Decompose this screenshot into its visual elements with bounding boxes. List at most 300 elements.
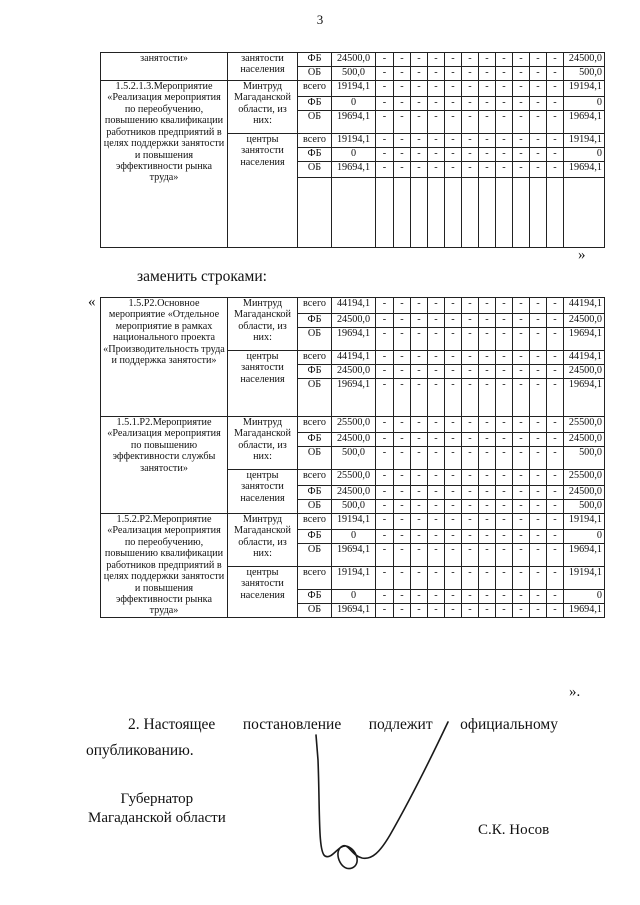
dash-cell: - [428,351,445,365]
dash-cell: - [411,417,428,433]
dash-cell: - [547,567,564,590]
dash-cell: - [445,379,462,417]
source-cell: ОБ [298,500,332,514]
value-cell: 19694,1 [332,603,376,617]
dash-cell: - [428,111,445,134]
dash-cell: - [496,567,513,590]
dash-cell: - [445,603,462,617]
dash-cell: - [428,447,445,470]
value-cell: 500,0 [332,67,376,81]
source-cell: ОБ [298,67,332,81]
dash-cell: - [376,298,394,314]
dash-cell: - [462,53,479,67]
dash-cell: - [479,447,496,470]
dash-cell: - [496,470,513,486]
dash-cell: - [376,53,394,67]
total-cell: 24500,0 [564,365,605,379]
dash-cell: - [394,148,411,162]
dash-cell: - [530,81,547,97]
measure-cell: занятости» [101,53,228,81]
dash-cell: - [394,417,411,433]
dash-cell: - [445,351,462,365]
closing-quote-period: ». [569,684,581,700]
dash-cell: - [479,162,496,178]
dash-cell: - [394,365,411,379]
dash-cell: - [376,447,394,470]
dash-cell: - [547,81,564,97]
source-cell: ОБ [298,544,332,567]
dash-cell: - [411,111,428,134]
dash-cell: - [376,111,394,134]
dash-cell: - [411,567,428,590]
total-cell: 25500,0 [564,417,605,433]
dash-cell: - [496,486,513,500]
dash-cell: - [547,298,564,314]
dash-cell: - [530,500,547,514]
dash-cell: - [479,148,496,162]
dash-cell: - [547,111,564,134]
executor-cell: центры занятости населения [228,470,298,514]
dash-cell: - [462,470,479,486]
dash-cell: - [496,379,513,417]
dash-cell: - [479,589,496,603]
value-cell: 24500,0 [332,365,376,379]
dash-cell: - [513,567,530,590]
executor-cell: занятости населения [228,53,298,81]
dash-cell: - [462,589,479,603]
dash-cell: - [428,589,445,603]
total-cell: 19694,1 [564,162,605,178]
paragraph-word: подлежит [368,716,433,733]
dash-cell: - [462,162,479,178]
dash-cell: - [547,544,564,567]
dash-cell: - [530,53,547,67]
signer-title-line: Магаданской области [88,810,226,827]
source-cell: ОБ [298,328,332,351]
dash-cell: - [428,433,445,447]
source-cell: всего [298,81,332,97]
value-cell: 24500,0 [332,53,376,67]
signer-title-line: Губернатор [120,791,194,807]
executor-cell: центры занятости населения [228,567,298,618]
empty-cell [376,178,394,248]
total-cell: 25500,0 [564,470,605,486]
dash-cell: - [445,544,462,567]
dash-cell: - [530,314,547,328]
total-cell: 19194,1 [564,514,605,530]
dash-cell: - [411,447,428,470]
value-cell: 19194,1 [332,81,376,97]
dash-cell: - [376,134,394,148]
empty-cell [530,178,547,248]
paragraph-word: 2. Настоящее [128,716,216,733]
dash-cell: - [530,514,547,530]
dash-cell: - [547,67,564,81]
dash-cell: - [496,314,513,328]
dash-cell: - [547,603,564,617]
dash-cell: - [445,447,462,470]
measure-cell: 1.5.Р2.Основное мероприятие «Отдельное мероприятие в рамках национального проекта «Производительность труда и поддержка занятости» [101,298,228,417]
source-cell: ФБ [298,314,332,328]
total-cell: 24500,0 [564,314,605,328]
dash-cell: - [445,148,462,162]
total-cell: 0 [564,148,605,162]
dash-cell: - [445,589,462,603]
dash-cell: - [496,544,513,567]
dash-cell: - [496,589,513,603]
program-table-original [100,52,605,248]
dash-cell: - [445,67,462,81]
dash-cell: - [428,81,445,97]
dash-cell: - [547,351,564,365]
dash-cell: - [428,486,445,500]
dash-cell: - [530,567,547,590]
dash-cell: - [394,514,411,530]
empty-cell [462,178,479,248]
dash-cell: - [411,298,428,314]
total-cell: 500,0 [564,447,605,470]
dash-cell: - [394,162,411,178]
dash-cell: - [411,148,428,162]
dash-cell: - [445,567,462,590]
dash-cell: - [513,365,530,379]
dash-cell: - [376,97,394,111]
dash-cell: - [394,67,411,81]
dash-cell: - [394,328,411,351]
source-cell: ФБ [298,97,332,111]
dash-cell: - [462,500,479,514]
dash-cell: - [513,500,530,514]
total-cell: 0 [564,97,605,111]
dash-cell: - [530,148,547,162]
dash-cell: - [547,447,564,470]
empty-cell [547,178,564,248]
dash-cell: - [513,514,530,530]
dash-cell: - [428,530,445,544]
dash-cell: - [547,486,564,500]
dash-cell: - [462,111,479,134]
total-cell: 19694,1 [564,111,605,134]
source-cell: ОБ [298,447,332,470]
dash-cell: - [496,603,513,617]
dash-cell: - [376,514,394,530]
signer-name: С.К. Носов [478,822,550,838]
dash-cell: - [411,379,428,417]
dash-cell: - [445,486,462,500]
dash-cell: - [462,67,479,81]
executor-cell: центры занятости населения [228,134,298,248]
dash-cell: - [530,486,547,500]
dash-cell: - [394,589,411,603]
dash-cell: - [479,603,496,617]
dash-cell: - [513,162,530,178]
dash-cell: - [445,500,462,514]
dash-cell: - [394,314,411,328]
source-cell: всего [298,567,332,590]
executor-cell: Минтруд Магаданской области, из них: [228,417,298,470]
dash-cell: - [530,111,547,134]
empty-cell [394,178,411,248]
closing-quote: » [578,247,586,263]
dash-cell: - [513,530,530,544]
total-cell: 0 [564,530,605,544]
dash-cell: - [445,530,462,544]
value-cell: 24500,0 [332,486,376,500]
dash-cell: - [479,470,496,486]
dash-cell: - [513,97,530,111]
table-row [101,514,605,530]
dash-cell: - [462,417,479,433]
dash-cell: - [513,447,530,470]
dash-cell: - [530,365,547,379]
dash-cell: - [376,81,394,97]
dash-cell: - [428,365,445,379]
dash-cell: - [547,500,564,514]
empty-cell [479,178,496,248]
dash-cell: - [411,162,428,178]
dash-cell: - [411,328,428,351]
replace-instruction: заменить строками: [137,268,267,285]
program-table-replacement [100,297,605,618]
measure-cell: 1.5.1.Р2.Мероприятие «Реализация мероприятия по повышению эффективности службы занятости» [101,417,228,514]
dash-cell: - [479,53,496,67]
dash-cell: - [394,500,411,514]
dash-cell: - [513,111,530,134]
dash-cell: - [428,134,445,148]
dash-cell: - [513,134,530,148]
dash-cell: - [530,67,547,81]
dash-cell: - [462,514,479,530]
value-cell: 25500,0 [332,470,376,486]
source-cell: всего [298,470,332,486]
value-cell: 44194,1 [332,298,376,314]
dash-cell: - [411,433,428,447]
dash-cell: - [547,379,564,417]
dash-cell: - [428,417,445,433]
paragraph-2-line-2: опубликованию. [86,742,194,759]
dash-cell: - [394,486,411,500]
dash-cell: - [547,417,564,433]
dash-cell: - [376,470,394,486]
dash-cell: - [513,470,530,486]
value-cell: 19194,1 [332,567,376,590]
dash-cell: - [530,351,547,365]
value-cell: 0 [332,530,376,544]
dash-cell: - [496,433,513,447]
paragraph-2-line-1 [128,716,558,734]
dash-cell: - [547,148,564,162]
total-cell: 19194,1 [564,81,605,97]
dash-cell: - [513,148,530,162]
dash-cell: - [513,81,530,97]
executor-cell: Минтруд Магаданской области, из них: [228,298,298,351]
executor-cell: Минтруд Магаданской области, из них: [228,81,298,134]
opening-quote: « [88,294,96,310]
dash-cell: - [376,433,394,447]
dash-cell: - [496,417,513,433]
dash-cell: - [479,544,496,567]
dash-cell: - [445,470,462,486]
dash-cell: - [496,328,513,351]
dash-cell: - [411,365,428,379]
measure-cell: 1.5.2.Р2.Мероприятие «Реализация мероприятия по переобучению, повышению квалификации работников предприятий в целях поддержки занятости и повышения эффективности рынка труда» [101,514,228,618]
source-cell: ФБ [298,148,332,162]
dash-cell: - [445,162,462,178]
dash-cell: - [428,97,445,111]
dash-cell: - [394,447,411,470]
dash-cell: - [530,470,547,486]
dash-cell: - [496,514,513,530]
dash-cell: - [394,544,411,567]
dash-cell: - [530,530,547,544]
dash-cell: - [411,97,428,111]
dash-cell: - [462,379,479,417]
dash-cell: - [428,544,445,567]
total-cell: 0 [564,589,605,603]
dash-cell: - [547,514,564,530]
table-row [101,417,605,433]
dash-cell: - [411,67,428,81]
dash-cell: - [479,314,496,328]
dash-cell: - [462,530,479,544]
dash-cell: - [411,589,428,603]
value-cell: 19694,1 [332,379,376,417]
dash-cell: - [530,603,547,617]
dash-cell: - [376,603,394,617]
dash-cell: - [411,514,428,530]
dash-cell: - [496,81,513,97]
dash-cell: - [547,589,564,603]
source-cell: всего [298,514,332,530]
dash-cell: - [462,433,479,447]
dash-cell: - [462,351,479,365]
dash-cell: - [496,148,513,162]
dash-cell: - [462,134,479,148]
dash-cell: - [479,567,496,590]
dash-cell: - [530,298,547,314]
total-cell: 19694,1 [564,544,605,567]
total-cell: 44194,1 [564,351,605,365]
dash-cell: - [394,603,411,617]
table-row [101,81,605,97]
dash-cell: - [462,328,479,351]
dash-cell: - [394,379,411,417]
dash-cell: - [411,314,428,328]
dash-cell: - [547,314,564,328]
dash-cell: - [496,162,513,178]
empty-cell [445,178,462,248]
dash-cell: - [445,53,462,67]
dash-cell: - [479,328,496,351]
dash-cell: - [445,298,462,314]
dash-cell: - [530,97,547,111]
dash-cell: - [445,433,462,447]
dash-cell: - [496,365,513,379]
total-cell: 24500,0 [564,486,605,500]
executor-cell: Минтруд Магаданской области, из них: [228,514,298,567]
dash-cell: - [428,162,445,178]
dash-cell: - [411,53,428,67]
dash-cell: - [496,351,513,365]
dash-cell: - [376,379,394,417]
dash-cell: - [376,351,394,365]
dash-cell: - [445,417,462,433]
dash-cell: - [376,328,394,351]
dash-cell: - [530,589,547,603]
dash-cell: - [479,486,496,500]
dash-cell: - [479,351,496,365]
total-cell: 19194,1 [564,567,605,590]
total-cell: 19694,1 [564,603,605,617]
dash-cell: - [445,365,462,379]
dash-cell: - [394,470,411,486]
dash-cell: - [411,544,428,567]
dash-cell: - [394,433,411,447]
source-cell: ФБ [298,365,332,379]
source-cell: ОБ [298,162,332,178]
source-cell: ОБ [298,379,332,417]
dash-cell: - [445,134,462,148]
paragraph-word: постановление [242,716,342,733]
dash-cell: - [376,486,394,500]
value-cell: 0 [332,97,376,111]
table-row [101,298,605,314]
value-cell: 500,0 [332,500,376,514]
dash-cell: - [376,417,394,433]
dash-cell: - [394,530,411,544]
dash-cell: - [513,67,530,81]
dash-cell: - [462,447,479,470]
dash-cell: - [445,328,462,351]
value-cell: 44194,1 [332,351,376,365]
dash-cell: - [462,298,479,314]
dash-cell: - [479,67,496,81]
dash-cell: - [428,603,445,617]
dash-cell: - [496,530,513,544]
dash-cell: - [513,298,530,314]
dash-cell: - [496,67,513,81]
value-cell: 0 [332,589,376,603]
dash-cell: - [428,53,445,67]
dash-cell: - [394,298,411,314]
dash-cell: - [513,53,530,67]
value-cell: 19694,1 [332,162,376,178]
dash-cell: - [376,148,394,162]
dash-cell: - [547,433,564,447]
dash-cell: - [445,314,462,328]
dash-cell: - [513,486,530,500]
dash-cell: - [547,53,564,67]
paragraph-word: официальному [460,716,558,733]
source-cell: всего [298,417,332,433]
dash-cell: - [428,500,445,514]
dash-cell: - [479,514,496,530]
dash-cell: - [445,81,462,97]
dash-cell: - [479,530,496,544]
dash-cell: - [428,67,445,81]
dash-cell: - [394,134,411,148]
value-cell: 19194,1 [332,134,376,148]
dash-cell: - [513,351,530,365]
source-cell: ФБ [298,486,332,500]
dash-cell: - [462,544,479,567]
dash-cell: - [496,111,513,134]
source-cell: всего [298,134,332,148]
empty-cell [513,178,530,248]
dash-cell: - [428,148,445,162]
dash-cell: - [428,470,445,486]
dash-cell: - [513,589,530,603]
